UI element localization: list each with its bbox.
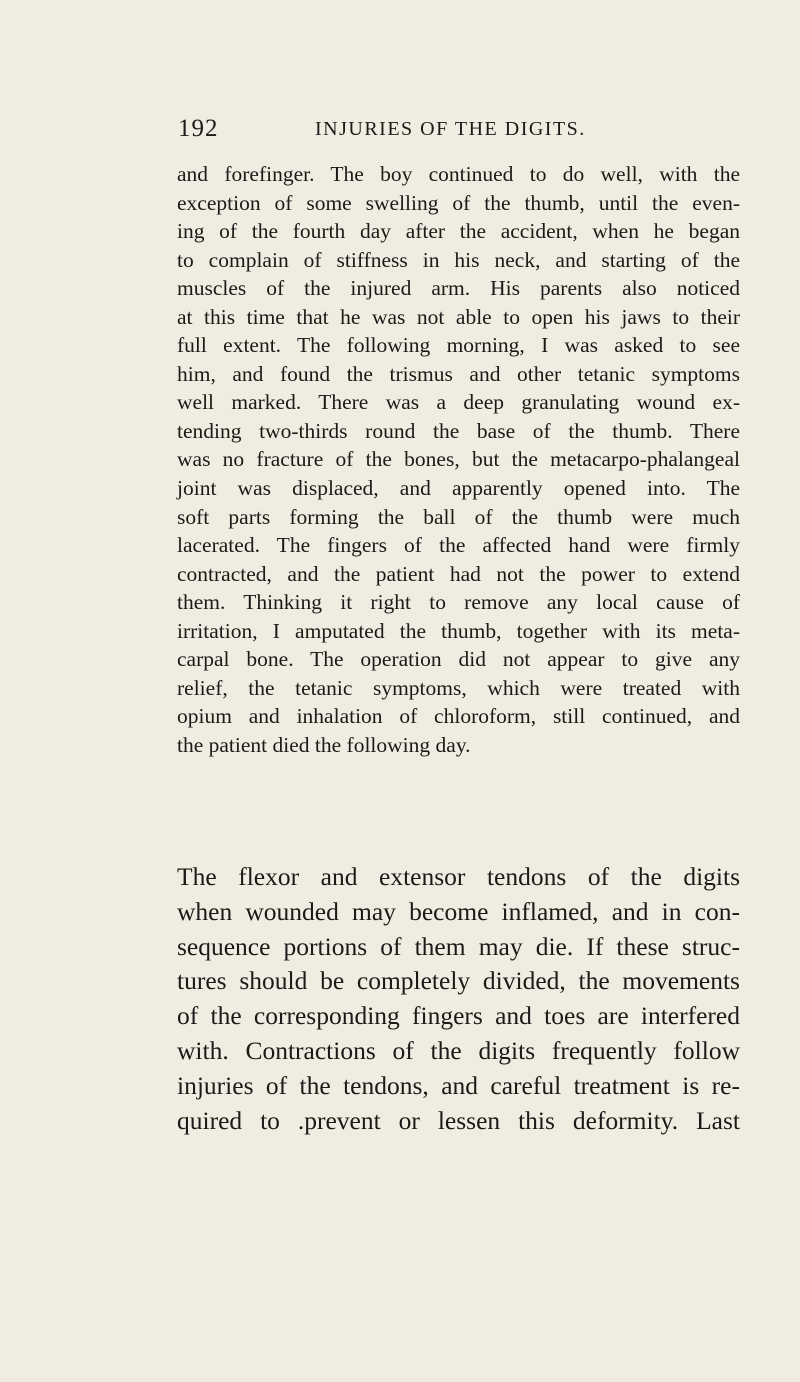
text-line: tures should be completely divided, the movements bbox=[177, 966, 740, 996]
text-line: injuries of the tendons, and careful treatment is re- bbox=[177, 1070, 740, 1100]
text-line: them. Thinking it right to remove any local cause of bbox=[177, 590, 740, 615]
text-line: exception of some swelling of the thumb, until the even- bbox=[177, 190, 740, 215]
text-line: opium and inhalation of chloroform, still continued, and bbox=[177, 704, 740, 729]
text-line: joint was displaced, and apparently opened into. The bbox=[177, 476, 740, 501]
text-line: relief, the tetanic symptoms, which were treated with bbox=[177, 675, 740, 700]
running-title: INJURIES OF THE DIGITS. bbox=[315, 118, 586, 140]
text-line: well marked. There was a deep granulating wound ex- bbox=[177, 390, 740, 415]
text-line: the patient died the following day. bbox=[177, 732, 471, 757]
paragraph-case-report bbox=[177, 160, 740, 759]
text-line: with. Contractions of the digits frequently follow bbox=[177, 1035, 740, 1065]
text-line: of the corresponding fingers and toes are interfered bbox=[177, 1001, 740, 1031]
text-line: to complain of stiffness in his neck, and starting of the bbox=[177, 247, 740, 272]
text-line: tending two-thirds round the base of the thumb. There bbox=[177, 418, 740, 443]
paragraph-tendons bbox=[177, 860, 740, 1138]
running-head bbox=[178, 115, 738, 145]
text-line: contracted, and the patient had not the power to extend bbox=[177, 561, 740, 586]
text-line: ing of the fourth day after the accident, when he began bbox=[177, 219, 740, 244]
text-line: and forefinger. The boy continued to do well, with the bbox=[177, 162, 740, 186]
text-line: sequence portions of them may die. If these struc- bbox=[177, 931, 740, 961]
text-line: muscles of the injured arm. His parents also noticed bbox=[177, 276, 740, 301]
text-line: at this time that he was not able to open his jaws to their bbox=[177, 304, 740, 329]
text-line: irritation, I amputated the thumb, together with its meta- bbox=[177, 618, 740, 643]
text-line: lacerated. The fingers of the affected hand were firmly bbox=[177, 533, 740, 558]
text-line: when wounded may become inflamed, and in con- bbox=[177, 896, 740, 926]
text-line: was no fracture of the bones, but the metacarpo-phalangeal bbox=[177, 447, 740, 472]
text-line: quired to .prevent or lessen this deformity. Last bbox=[177, 1105, 740, 1135]
text-line: soft parts forming the ball of the thumb were much bbox=[177, 504, 740, 529]
text-line: full extent. The following morning, I was asked to see bbox=[177, 333, 740, 358]
text-line: carpal bone. The operation did not appear to give any bbox=[177, 647, 740, 672]
text-line: The flexor and extensor tendons of the digits bbox=[177, 862, 740, 891]
page-number: 192 bbox=[178, 115, 219, 142]
text-line: him, and found the trismus and other tetanic symptoms bbox=[177, 361, 740, 386]
